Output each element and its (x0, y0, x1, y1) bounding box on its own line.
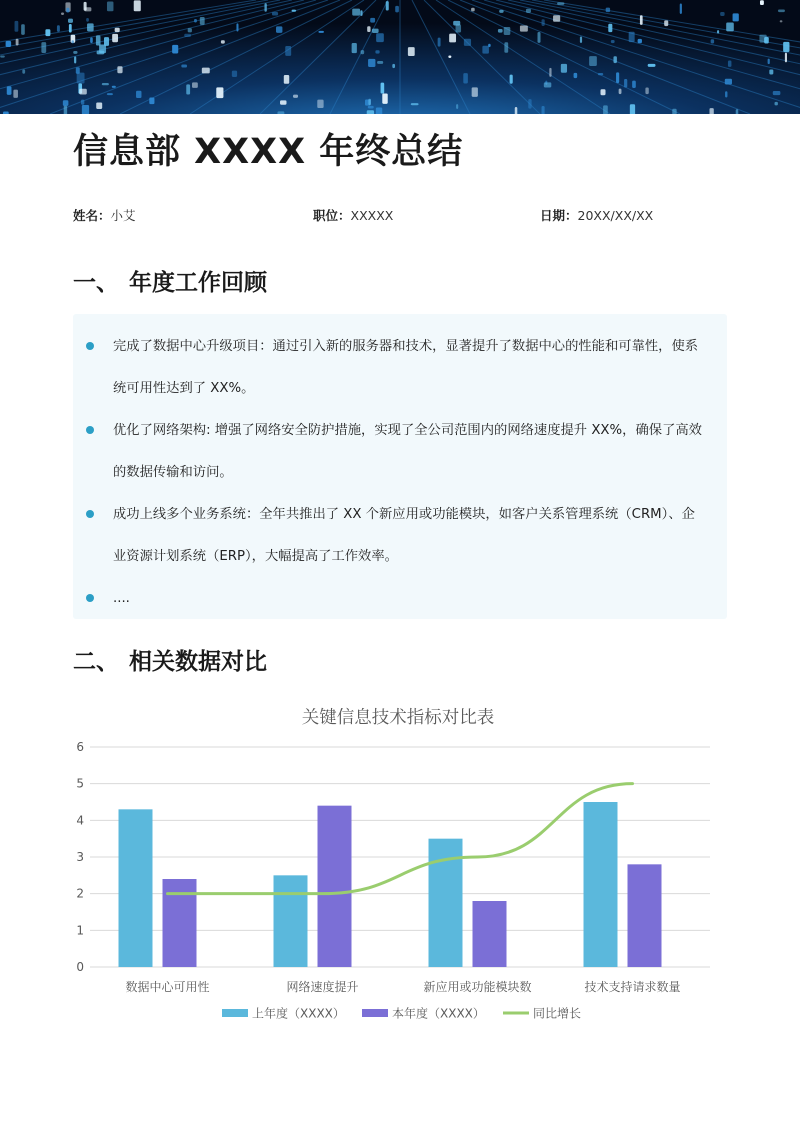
header-banner-image (0, 0, 800, 114)
growth-line (168, 784, 633, 894)
chart-title: 关键信息技术指标对比表 (301, 708, 495, 728)
comparison-chart-svg (60, 695, 740, 1035)
bar-last-year (119, 809, 153, 967)
meta-date (540, 206, 653, 224)
legend-label: 本年度（XXXX） (392, 1006, 485, 1021)
section-title-text: 相关数据对比 (129, 649, 267, 675)
bullet-dot-icon (86, 510, 94, 518)
meta-name-label: 姓名： (73, 208, 111, 223)
section-heading-data (73, 643, 267, 676)
meta-position-label: 职位： (313, 208, 351, 223)
y-tick-label: 5 (76, 776, 84, 791)
y-tick-label: 1 (76, 923, 84, 938)
review-item (113, 410, 705, 494)
review-item (113, 494, 705, 578)
bullet-dot-icon (86, 594, 94, 602)
y-tick-label: 6 (76, 740, 84, 754)
section-number: 二、 (73, 649, 119, 675)
review-item (113, 326, 705, 410)
comparison-chart (60, 695, 740, 1035)
x-category-label: 新应用或功能模块数 (423, 980, 532, 994)
meta-date-label: 日期： (540, 208, 578, 223)
bar-this-year (473, 901, 507, 967)
meta-position (313, 206, 393, 224)
x-category-label: 网络速度提升 (286, 980, 359, 994)
legend-swatch-bar (222, 1009, 248, 1017)
bar-last-year (274, 875, 308, 967)
review-item-text: 优化了网络架构: 增强了网络安全防护措施，实现了全公司范围内的网络速度提升 XX%，确保了高效的数据传输和访问。 (113, 423, 702, 480)
legend-label: 同比增长 (533, 1006, 582, 1021)
section-number: 一、 (73, 270, 119, 296)
section-title-text: 年度工作回顾 (129, 270, 267, 296)
review-item-text: 成功上线多个业务系统：全年共推出了 XX 个新应用或功能模块，如客户关系管理系统（CRM）、企业资源计划系统（ERP），大幅提高了工作效率。 (113, 507, 695, 564)
document-title: 信息部 XXXX 年终总结 (73, 132, 464, 172)
bullet-dot-icon (86, 426, 94, 434)
review-list (73, 314, 727, 620)
x-category-label: 数据中心可用性 (125, 980, 210, 994)
y-tick-label: 2 (76, 886, 84, 901)
bar-last-year (584, 802, 618, 967)
section-heading-review (73, 264, 267, 297)
bullet-dot-icon (86, 342, 94, 350)
y-tick-label: 4 (76, 813, 84, 828)
legend-label: 上年度（XXXX） (252, 1006, 345, 1021)
legend-swatch-bar (362, 1009, 388, 1017)
digital-code-background (0, 0, 800, 114)
review-item (113, 578, 705, 620)
bar-this-year (318, 806, 352, 967)
meta-name-value: 小艾 (110, 208, 136, 223)
meta-date-value: 20XX/XX/XX (577, 208, 654, 223)
meta-name (73, 206, 136, 224)
work-review-panel (73, 314, 727, 619)
bar-this-year (628, 864, 662, 967)
y-tick-label: 0 (76, 960, 84, 974)
review-item-text: .... (113, 591, 130, 606)
review-item-text: 完成了数据中心升级项目：通过引入新的服务器和技术，显著提升了数据中心的性能和可靠性，使系统可用性达到了 XX%。 (113, 339, 699, 396)
x-category-label: 技术支持请求数量 (584, 980, 681, 994)
meta-position-value: XXXXX (350, 208, 394, 223)
y-tick-label: 3 (76, 850, 84, 864)
